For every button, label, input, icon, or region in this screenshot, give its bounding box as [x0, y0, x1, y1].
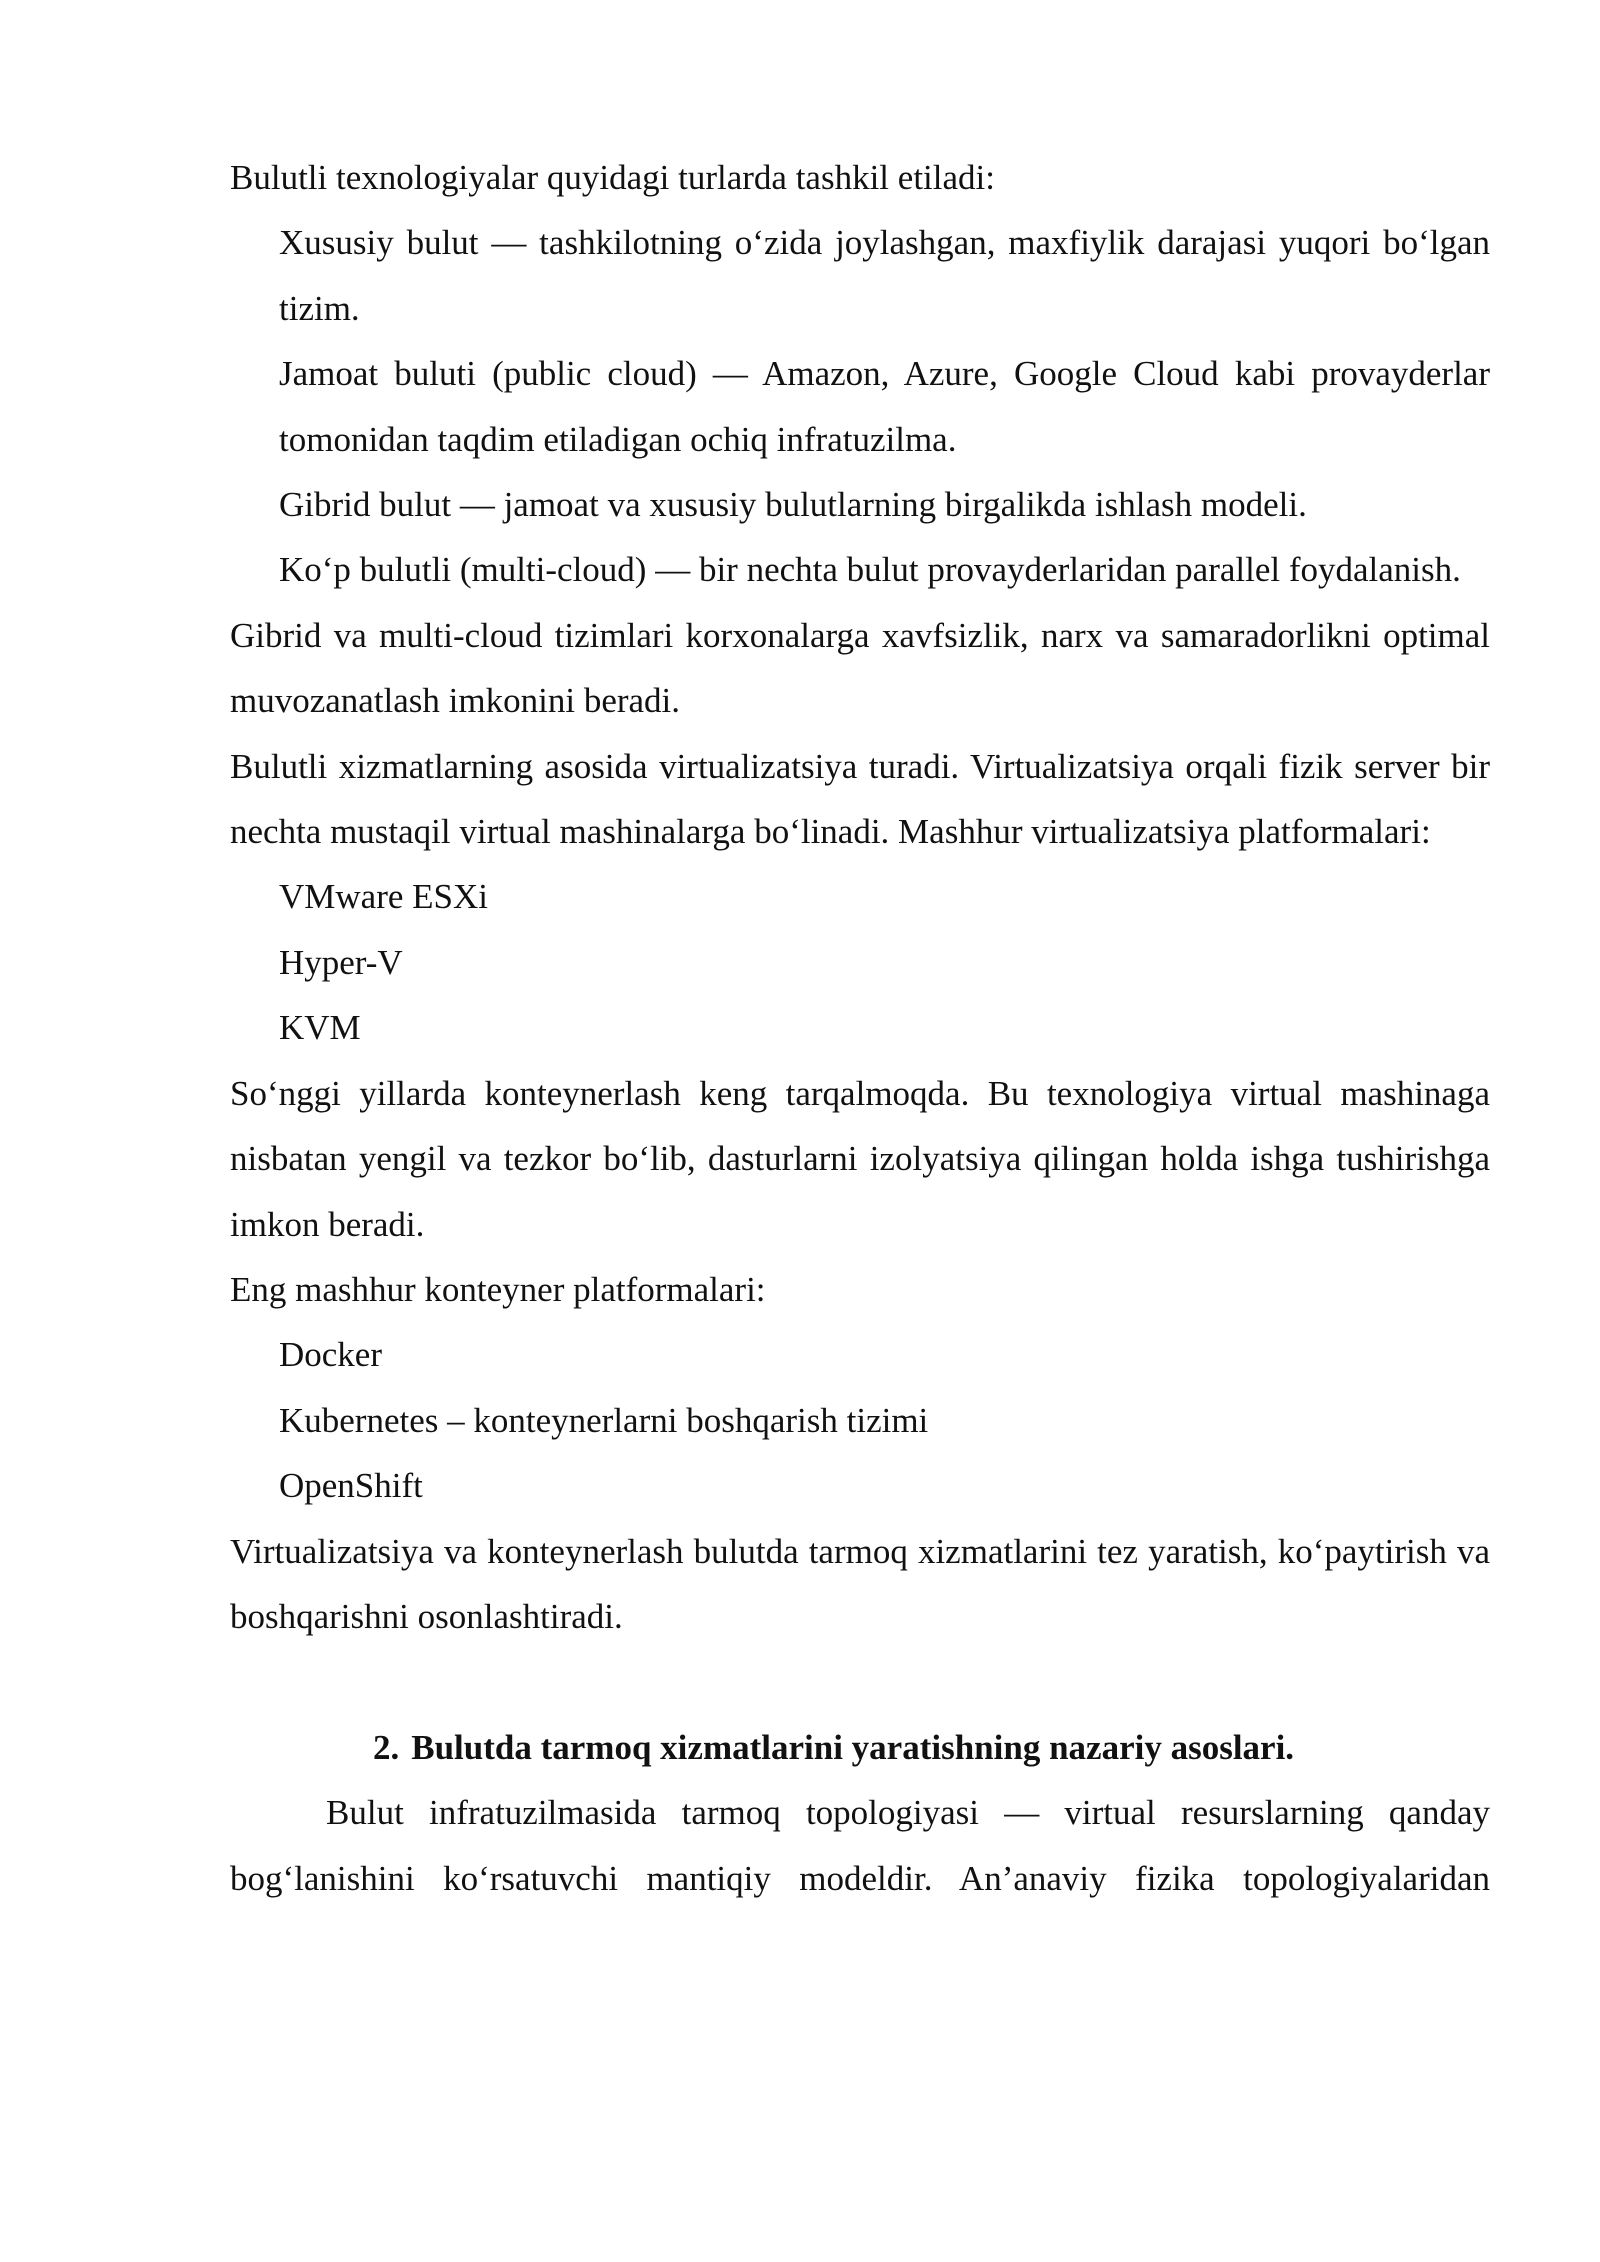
list-item: KVM — [279, 1008, 361, 1048]
cloud-types-list — [279, 210, 1490, 602]
list-item: Gibrid bulut — jamoat va xususiy bulutlarning birgalikda ishlash modeli. — [279, 485, 1307, 525]
list-item: Xususiy bulut — tashkilotning o‘zida joylashgan, maxfiylik darajasi yuqori bo‘lgan tizim. — [279, 223, 1490, 328]
list-item: OpenShift — [279, 1466, 423, 1506]
paragraph: So‘nggi yillarda konteynerlash keng tarqalmoqda. Bu texnologiya virtual mashinaga nisbatan yengil va tezkor bo‘lib, dasturlarni izolyatsiya qilingan holda ishga tushirishga imkon beradi. — [230, 1073, 1490, 1244]
paragraph: Virtualizatsiya va konteynerlash bulutda tarmoq xizmatlarini tez yaratish, ko‘paytirish va boshqarishni osonlashtiradi. — [230, 1531, 1490, 1636]
section-title: Bulutda tarmoq xizmatlarini yaratishning nazariy asoslari. — [411, 1727, 1295, 1767]
blank-line — [230, 1649, 1490, 1714]
list-item: Jamoat buluti (public cloud) — Amazon, Azure, Google Cloud kabi provayderlar tomonidan taqdim etiladigan ochiq infratuzilma. — [279, 354, 1490, 459]
list-item: Ko‘p bulutli (multi-cloud) — bir nechta bulut provayderlaridan parallel foydalanish. — [279, 550, 1461, 590]
list-item: Kubernetes – konteynerlarni boshqarish tizimi — [279, 1400, 929, 1440]
list-item: VMware ESXi — [279, 877, 488, 917]
list-item: Hyper-V — [279, 942, 403, 982]
section-number: 2. — [373, 1727, 400, 1767]
list-item: Docker — [279, 1335, 383, 1375]
paragraph: Gibrid va multi-cloud tizimlari korxonalarga xavfsizlik, narx va samaradorlikni optimal muvozanatlash imkonini beradi. — [230, 615, 1490, 721]
paragraph: Bulutli xizmatlarning asosida virtualizatsiya turadi. Virtualizatsiya orqali fizik server bir nechta mustaqil virtual mashinalarga bo‘linadi. Mashhur virtualizatsiya platformalari: — [230, 746, 1490, 852]
section-heading — [230, 1715, 1490, 1780]
paragraph: Eng mashhur konteyner platformalari: — [230, 1269, 766, 1309]
document-page — [230, 145, 1490, 1911]
container-platforms-list — [279, 1322, 1490, 1518]
paragraph: Bulutli texnologiyalar quyidagi turlarda tashkil etiladi: — [230, 158, 995, 197]
virtualization-platforms-list — [279, 864, 1490, 1060]
paragraph: Bulut infratuzilmasida tarmoq topologiyasi — virtual resurslarning qanday bog‘lanishini ko‘rsatuvchi mantiqiy modeldir. An’anaviy fizika topologiyalaridan — [230, 1793, 1490, 1898]
